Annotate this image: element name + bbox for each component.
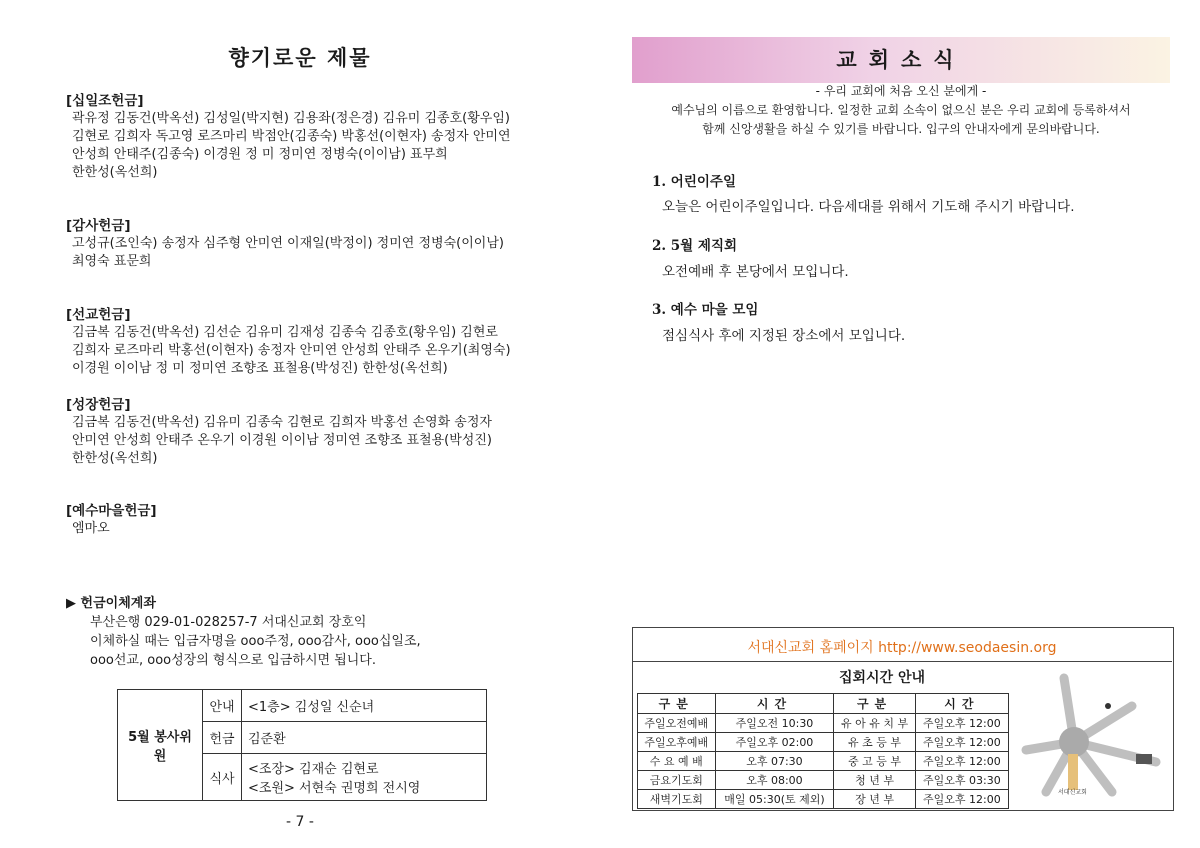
page-number: - 7 - (286, 814, 314, 830)
name-line: 엠마오 (72, 521, 110, 536)
schedule-header-row (638, 694, 1009, 714)
schedule-table (637, 693, 1009, 809)
volunteer-names: <조원> 서현숙 권명희 전시영 (248, 781, 421, 796)
column-header: 구분 (638, 694, 716, 714)
table-row (638, 752, 1009, 771)
name-line: 한한성(옥선희) (72, 451, 158, 466)
section-title: [예수마을헌금] (66, 503, 157, 519)
volunteer-names: <1층> 김성일 신순녀 (242, 690, 487, 722)
table-cell: 주일오전예배 (638, 714, 716, 733)
volunteers-group: 5월 봉사위원 (118, 690, 203, 801)
news-item-body: 오늘은 어린이주일입니다. 다음세대를 위해서 기도해 주시기 바랍니다. (662, 199, 1075, 215)
transfer-info (66, 594, 566, 670)
landmark-icon (1136, 754, 1152, 764)
roundabout (1059, 727, 1089, 757)
name-line: 김희자 로즈마리 박홍선(이현자) 송정자 안미연 안성희 안태주 온우기(최영숙) (72, 343, 511, 358)
name-line: 김금복 김동건(박옥선) 김유미 김종숙 김현로 김희자 박홍선 손영화 송정자 (72, 415, 492, 430)
table-cell: 오후 07:30 (715, 752, 834, 771)
table-row (638, 733, 1009, 752)
welcome-line: 예수님의 이름으로 환영합니다. 일정한 교회 소속이 없으신 분은 우리 교회에 등록하셔서 (671, 103, 1131, 117)
table-cell: 청 년 부 (834, 771, 915, 790)
section-tithe (66, 92, 586, 182)
transfer-line: ooo선교, ooo성장의 형식으로 입금하시면 됩니다. (90, 653, 377, 668)
volunteers-table (117, 689, 487, 801)
name-line: 안미연 안성희 안태주 온우기 이경원 이이남 정미연 조향조 표철용(박성진) (72, 433, 492, 448)
name-line: 김금복 김동건(박옥선) 김선순 김유미 김재성 김종숙 김종호(황우임) 김현로 (72, 325, 498, 340)
transfer-line: 부산은행 029-01-028257-7 서대신교회 장호익 (90, 615, 367, 630)
transfer-line: 이체하실 때는 입금자명을 ooo주정, ooo감사, ooo십일조, (90, 634, 421, 649)
table-cell: 주일오후 12:00 (915, 790, 1008, 809)
table-cell: 주일오후 12:00 (915, 714, 1008, 733)
volunteer-category: 헌금 (203, 722, 242, 754)
table-cell: 유 아 유 치 부 (834, 714, 915, 733)
news-item-title: 1. 어린이주일 (652, 174, 736, 190)
news-item-title: 2. 5월 제직회 (652, 238, 738, 254)
page-title-offerings: 향기로운 제물 (228, 45, 372, 70)
name-line: 이경원 이이남 정 미 정미연 조향조 표철용(박성진) 한한성(옥선희) (72, 361, 448, 376)
section-title: [감사헌금] (66, 218, 131, 234)
table-cell: 오후 08:00 (715, 771, 834, 790)
welcome-heading: - 우리 교회에 처음 오신 분에게 - (815, 84, 987, 98)
column-header: 시간 (715, 694, 834, 714)
news-item-body: 오전예배 후 본당에서 모입니다. (662, 264, 849, 280)
name-line: 안성희 안태주(김종숙) 이경원 정 미 정미연 정병숙(이이남) 표무희 (72, 147, 448, 162)
section-title: [성장헌금] (66, 397, 131, 413)
table-cell: 새벽기도회 (638, 790, 716, 809)
schedule-title: 집회시간 안내 (838, 670, 926, 686)
map-label: 서대신교회 (1058, 789, 1087, 796)
table-row (638, 714, 1009, 733)
section-growth (66, 396, 586, 468)
section-title: [선교헌금] (66, 307, 131, 323)
table-cell: 수 요 예 배 (638, 752, 716, 771)
volunteer-category: 안내 (203, 690, 242, 722)
table-cell: 금요기도회 (638, 771, 716, 790)
table-row (638, 771, 1009, 790)
table-cell: 주일오후 03:30 (915, 771, 1008, 790)
page-title-news: 교회소식 (836, 47, 966, 72)
divider (632, 661, 1172, 662)
marker-icon (1105, 703, 1111, 709)
church-location-map (1016, 666, 1166, 806)
section-mission (66, 306, 586, 378)
name-line: 고성규(조인숙) 송정자 심주형 안미연 이재일(박정이) 정미연 정병숙(이이남) (72, 236, 504, 251)
name-line: 김현로 김희자 독고영 로즈마리 박점안(김종숙) 박홍선(이현자) 송정자 안미연 (72, 129, 511, 144)
table-row (638, 790, 1009, 809)
table-cell: 주일오후 12:00 (915, 752, 1008, 771)
column-header: 시간 (915, 694, 1008, 714)
volunteer-names: <조장> 김재순 김현로 (248, 762, 379, 777)
name-line: 한한성(옥선희) (72, 165, 158, 180)
section-title: [십일조헌금] (66, 93, 144, 109)
table-cell: 주일오후 12:00 (915, 733, 1008, 752)
table-cell: 장 년 부 (834, 790, 915, 809)
section-jesus-village (66, 502, 586, 538)
table-cell: 중 고 등 부 (834, 752, 915, 771)
name-line: 최영숙 표문희 (72, 254, 152, 269)
table-cell: 유 초 등 부 (834, 733, 915, 752)
transfer-heading: ▶ 헌금이체계좌 (66, 596, 156, 611)
name-line: 곽유정 김동건(박옥선) 김성일(박지현) 김용좌(정은경) 김유미 김종호(황우임) (72, 111, 510, 126)
homepage-link[interactable]: 서대신교회 홈페이지 http://www.seodaesin.org (747, 640, 1057, 656)
volunteer-category: 식사 (203, 754, 242, 801)
table-cell: 주일오후예배 (638, 733, 716, 752)
volunteer-names: 김준환 (242, 722, 487, 754)
table-cell: 매일 05:30(토 제외) (715, 790, 834, 809)
welcome-line: 함께 신앙생활을 하실 수 있기를 바랍니다. 입구의 안내자에게 문의바랍니다. (702, 122, 1100, 136)
table-cell: 주일오후 02:00 (715, 733, 834, 752)
column-header: 구분 (834, 694, 915, 714)
news-item-title: 3. 예수 마을 모임 (652, 302, 759, 318)
news-item-body: 점심식사 후에 지정된 장소에서 모입니다. (662, 328, 906, 344)
section-thanks (66, 217, 586, 271)
church-building-icon (1068, 754, 1078, 790)
table-cell: 주일오전 10:30 (715, 714, 834, 733)
volunteer-names-cell (242, 754, 487, 801)
